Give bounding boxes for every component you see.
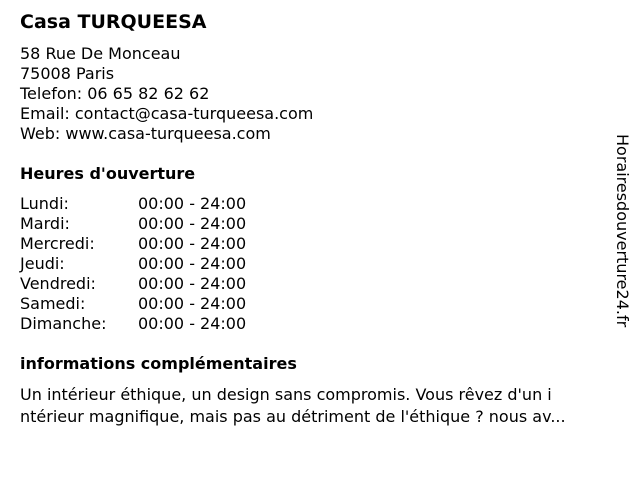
day-label: Jeudi: xyxy=(20,254,65,273)
additional-info-heading: informations complémentaires xyxy=(20,354,297,373)
day-label: Vendredi: xyxy=(20,274,96,293)
time-range: 00:00 - 24:00 xyxy=(138,294,247,313)
watermark-text: Horairesdouverture24.fr xyxy=(613,134,632,328)
description-line-2: ntérieur magnifique, mais pas au détriment de l'éthique ? nous av... xyxy=(20,407,566,426)
hours-row-friday xyxy=(20,274,246,294)
email-address: Email: contact@casa-turqueesa.com xyxy=(20,104,314,123)
time-range: 00:00 - 24:00 xyxy=(138,194,247,213)
hours-row-sunday xyxy=(20,314,246,334)
street-address: 58 Rue De Monceau xyxy=(20,44,181,63)
hours-row-thursday xyxy=(20,254,246,274)
time-range: 00:00 - 24:00 xyxy=(138,214,247,233)
hours-row-monday xyxy=(20,194,246,214)
day-label: Samedi: xyxy=(20,294,86,313)
time-range: 00:00 - 24:00 xyxy=(138,274,247,293)
day-label: Mercredi: xyxy=(20,234,95,253)
description-line-1: Un intérieur éthique, un design sans compromis. Vous rêvez d'un i xyxy=(20,385,552,404)
day-label: Mardi: xyxy=(20,214,70,233)
time-range: 00:00 - 24:00 xyxy=(138,234,247,253)
contact-block xyxy=(20,44,313,144)
day-label: Lundi: xyxy=(20,194,69,213)
business-name: Casa TURQUEESA xyxy=(20,11,207,33)
phone-number: Telefon: 06 65 82 62 62 xyxy=(20,84,210,103)
time-range: 00:00 - 24:00 xyxy=(138,254,247,273)
hours-row-saturday xyxy=(20,294,246,314)
hours-row-wednesday xyxy=(20,234,246,254)
hours-row-tuesday xyxy=(20,214,246,234)
day-label: Dimanche: xyxy=(20,314,107,333)
opening-hours-heading: Heures d'ouverture xyxy=(20,164,196,183)
time-range: 00:00 - 24:00 xyxy=(138,314,247,333)
opening-hours-table xyxy=(20,194,246,334)
city-postcode: 75008 Paris xyxy=(20,64,115,83)
website: Web: www.casa-turqueesa.com xyxy=(20,124,271,143)
business-description xyxy=(20,384,620,428)
site-watermark xyxy=(612,134,634,374)
